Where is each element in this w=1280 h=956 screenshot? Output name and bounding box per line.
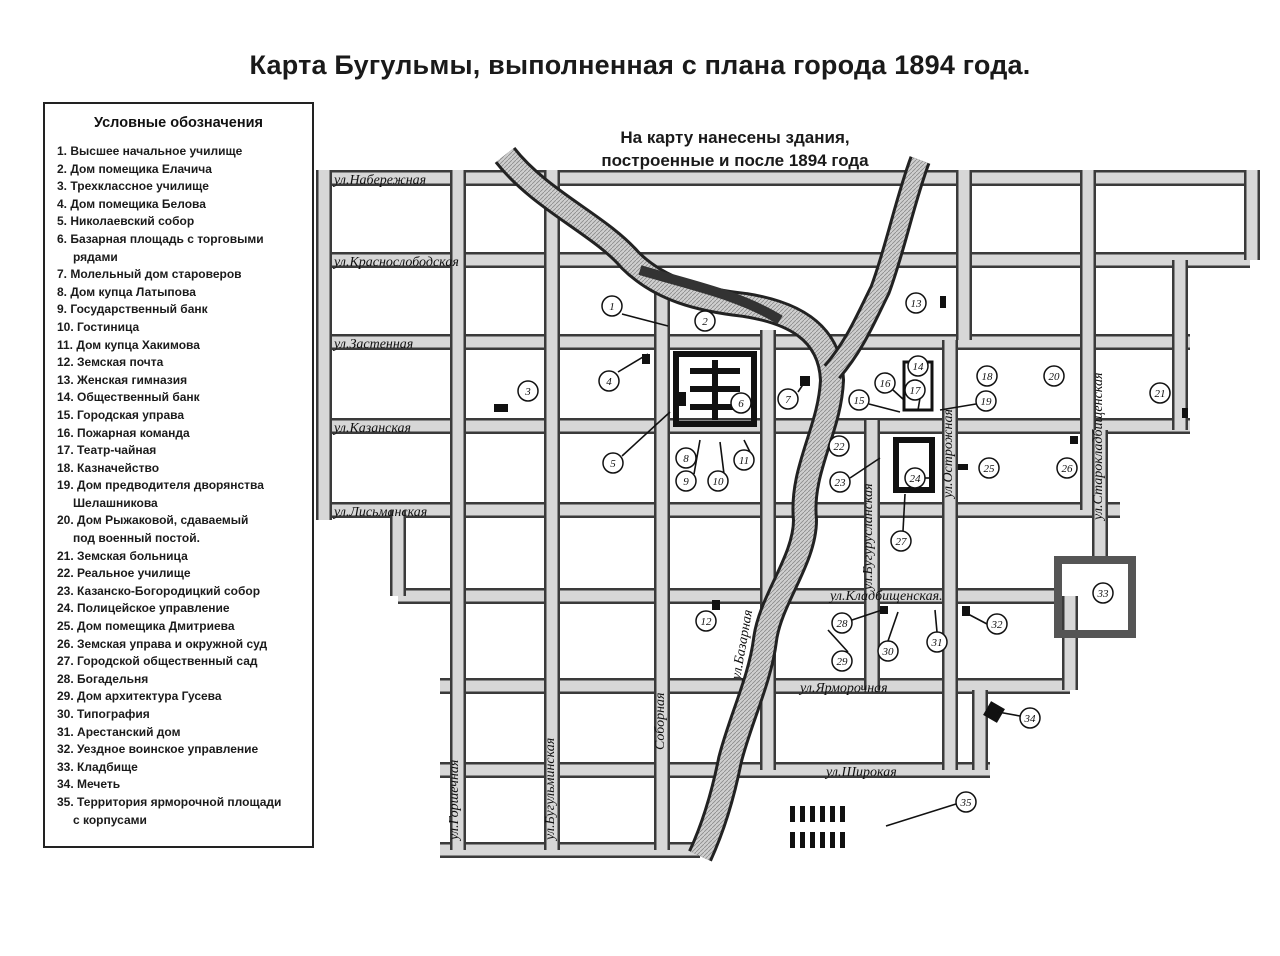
legend-item-text: Базарная площадь с торговыми [70, 231, 264, 246]
legend-item-text: Богадельня [77, 671, 149, 686]
map-marker-34[interactable] [1020, 708, 1040, 728]
street-label-gorshechnaya: ул.Горшечная [447, 759, 462, 840]
legend-item-text: Уездное воинское управление [77, 742, 259, 757]
legend-item-text: Казанско-Богородицкий собор [77, 583, 261, 598]
fair-corps [790, 832, 795, 848]
map-marker-23[interactable] [830, 472, 850, 492]
legend-item-number: 7. [57, 267, 68, 282]
marker-number: 18 [981, 371, 993, 383]
map-marker-21[interactable] [1150, 383, 1170, 403]
legend-item-text: Городской общественный сад [77, 654, 258, 669]
marker-number: 4 [606, 376, 612, 388]
fair-corps [820, 806, 825, 822]
legend-item-number: 25. [57, 619, 74, 634]
street-label-yarmorochnaya: ул.Ярморочная [800, 681, 888, 696]
leader-line-30 [888, 612, 898, 641]
marker-number: 2 [702, 316, 708, 328]
legend-item-text: Земская почта [77, 355, 164, 370]
fair-corps [790, 806, 795, 822]
legend-item-number: 21. [57, 548, 74, 563]
legend-item-number: 14. [57, 390, 74, 405]
marker-number: 16 [879, 378, 891, 390]
leader-line-35 [886, 804, 956, 826]
subtitle-line-1: На карту нанесены здания, [620, 128, 850, 147]
legend-item-number: 16. [57, 425, 74, 440]
legend-item-text: Реальное училище [77, 566, 191, 581]
map-marker-19[interactable] [976, 391, 996, 411]
map-marker-1[interactable] [602, 296, 622, 316]
legend-item-text: Кладбище [77, 759, 138, 774]
legend-item-number: 27. [57, 654, 74, 669]
map-marker-2[interactable] [695, 311, 715, 331]
legend-item-number: 12. [57, 355, 74, 370]
map-marker-33[interactable] [1093, 583, 1113, 603]
legend-item-number: 9. [57, 302, 68, 317]
leader-line-27 [903, 494, 905, 531]
legend-item-text: Типография [77, 707, 150, 721]
map-marker-5[interactable] [603, 453, 623, 473]
legend-item-continuation: Шелашникова [73, 495, 158, 510]
map-marker-24[interactable] [905, 468, 925, 488]
map-marker-30[interactable] [878, 641, 898, 661]
legend-item-text: Высшее начальное училище [70, 144, 243, 158]
legend-item-number: 20. [57, 513, 74, 528]
marker-number: 14 [912, 361, 924, 373]
map-marker-9[interactable] [676, 471, 696, 491]
map-marker-32[interactable] [987, 614, 1007, 634]
marker-number: 6 [738, 398, 744, 410]
marker-number: 34 [1024, 713, 1036, 725]
street-label-shirokaya: ул.Широкая [826, 765, 897, 780]
legend-item-number: 34. [57, 777, 74, 792]
legend-item-text: Дом купца Хакимова [76, 337, 200, 352]
legend-item-number: 19. [57, 478, 74, 493]
marker-number: 19 [980, 396, 992, 408]
legend-item-number: 17. [57, 443, 74, 458]
legend-item-continuation: рядами [73, 249, 118, 264]
street-label-krasnoslobodskaya: ул.Краснослободская [334, 255, 459, 270]
legend-item-text: Дом помещика Белова [70, 196, 206, 211]
legend-item-number: 4. [57, 196, 68, 211]
marker-number: 28 [836, 618, 848, 630]
fair-corps [810, 806, 815, 822]
legend-item-text: Дом Рыжаковой, сдаваемый [77, 513, 249, 528]
legend-item-number: 18. [57, 460, 74, 475]
fair-corps [800, 832, 805, 848]
map-marker-29[interactable] [832, 651, 852, 671]
map-marker-12[interactable] [696, 611, 716, 631]
map-title: Карта Бугульмы, выполненная с плана города 1894 года. [249, 50, 1031, 80]
marker-number: 26 [1061, 463, 1073, 475]
map-marker-10[interactable] [708, 471, 728, 491]
marker-number: 23 [834, 477, 846, 489]
legend-item-number: 15. [57, 407, 74, 422]
marker-number: 21 [1154, 388, 1166, 400]
legend-item-text: Мечеть [77, 777, 121, 792]
map-marker-13[interactable] [906, 293, 926, 313]
legend-item-number: 28. [57, 671, 74, 686]
marker-number: 33 [1097, 588, 1109, 600]
street-label-ostrozhnaya: ул.Острожная [941, 408, 956, 498]
map-marker-22[interactable] [829, 436, 849, 456]
legend-item-text: Земская управа и окружной суд [77, 636, 268, 651]
legend-item-text: Территория ярморочной площади [77, 794, 282, 809]
legend-item-number: 2. [57, 161, 68, 176]
legend-item-continuation: с корпусами [73, 812, 147, 827]
leader-line-32 [968, 614, 987, 624]
legend-item-number: 22. [57, 566, 74, 581]
fair-corps [840, 806, 845, 822]
building-small-5 [940, 296, 946, 308]
legend-item-number: 6. [57, 231, 68, 246]
map-marker-7[interactable] [778, 389, 798, 409]
legend-item-text: Государственный банк [70, 302, 208, 317]
legend-item-text: Дом предводителя дворянства [77, 478, 264, 493]
legend-item-text: Пожарная команда [77, 425, 190, 440]
legend-title: Условные обозначения [94, 115, 263, 131]
legend-item-text: Арестанский дом [77, 724, 181, 739]
marker-number: 3 [525, 386, 531, 398]
legend-item-text: Театр-чайная [77, 443, 157, 458]
fair-corps [810, 832, 815, 848]
map-marker-3[interactable] [518, 381, 538, 401]
map-marker-35[interactable] [956, 792, 976, 812]
marker-number: 17 [909, 385, 921, 397]
map-marker-26[interactable] [1057, 458, 1077, 478]
legend-item-text: Полицейское управление [77, 601, 230, 616]
map-marker-8[interactable] [676, 448, 696, 468]
marker-number: 11 [738, 455, 750, 467]
marker-number: 12 [700, 616, 712, 628]
marker-number: 1 [609, 301, 615, 313]
marker-number: 9 [683, 476, 689, 488]
street-label-bazarnaya: ул.Базарная [729, 608, 757, 681]
map-marker-4[interactable] [599, 371, 619, 391]
street-label-bugurusanskaya: ул.Бугурусланская [861, 483, 876, 590]
map-marker-31[interactable] [927, 632, 947, 652]
legend-item-number: 32. [57, 742, 74, 757]
legend-item-number: 31. [57, 724, 74, 739]
map-marker-17[interactable] [905, 380, 925, 400]
marker-number: 32 [991, 619, 1003, 631]
marker-number: 35 [960, 797, 972, 809]
street-label-sobornaya: Соборная [653, 692, 668, 750]
map-marker-18[interactable] [977, 366, 997, 386]
street-label-bugulminskaya: ул.Бугульминская [543, 737, 558, 840]
leader-line-10 [720, 442, 724, 474]
legend-item-text: Городская управа [77, 407, 185, 422]
legend-item-number: 8. [57, 284, 68, 299]
marker-number: 29 [836, 656, 848, 668]
building-bazaar-col [712, 360, 718, 420]
legend-item-number: 10. [57, 319, 74, 334]
fair-corps [840, 832, 845, 848]
building-small-7 [1070, 436, 1078, 444]
legend-item-text: Дом архитектура Гусева [77, 689, 222, 704]
legend-item-text: Трехклассное училище [70, 179, 209, 194]
fair-corps [830, 832, 835, 848]
legend-item-text: Молельный дом староверов [70, 267, 242, 282]
marker-number: 25 [983, 463, 995, 475]
legend-item-number: 35. [57, 794, 74, 809]
legend-item-text: Женская гимназия [77, 372, 188, 387]
map-marker-15[interactable] [849, 390, 869, 410]
legend-item-number: 30. [57, 707, 74, 721]
map-marker-16[interactable] [875, 373, 895, 393]
legend-item-number: 24. [57, 601, 74, 616]
legend-item-number: 13. [57, 372, 74, 387]
marker-number: 22 [833, 441, 845, 453]
marker-number: 13 [910, 298, 922, 310]
marker-number: 31 [931, 637, 943, 649]
legend-item-text: Общественный банк [77, 390, 200, 405]
street-label-naberezhnaya: ул.Набережная [334, 173, 427, 188]
legend-item-text: Земская больница [77, 548, 188, 563]
map-marker-20[interactable] [1044, 366, 1064, 386]
building-small-11 [712, 600, 720, 610]
street-label-zastennaya: ул.Застенная [334, 337, 414, 352]
map-marker-25[interactable] [979, 458, 999, 478]
marker-number: 7 [785, 394, 791, 406]
legend-item-number: 29. [57, 689, 74, 704]
legend-item-text: Николаевский собор [70, 214, 195, 229]
leader-line-31 [935, 610, 937, 632]
legend-item-number: 33. [57, 759, 74, 774]
legend-item-text: Дом купца Латыпова [70, 284, 196, 299]
street-label-kazanskaya: ул.Казанская [334, 421, 412, 436]
building-small-8 [958, 464, 968, 470]
legend-item-number: 23. [57, 583, 74, 598]
legend-item-text: Гостиница [77, 319, 140, 334]
map-marker-27[interactable] [891, 531, 911, 551]
marker-number: 30 [882, 646, 894, 658]
fair-corps [800, 806, 805, 822]
building-small-1 [494, 404, 508, 412]
map-marker-14[interactable] [908, 356, 928, 376]
marker-number: 27 [895, 536, 907, 548]
legend-item-number: 11. [57, 337, 74, 352]
marker-number: 5 [610, 458, 616, 470]
map-marker-6[interactable] [731, 393, 751, 413]
legend-item-text: Дом помещика Дмитриева [77, 619, 235, 634]
legend-item-number: 3. [57, 179, 68, 194]
street-label-starokladbishchenskaya: ул.Старокладбищенская [1091, 372, 1106, 520]
legend-item-number: 5. [57, 214, 68, 229]
map-marker-11[interactable] [734, 450, 754, 470]
fair-ground-corps [790, 806, 845, 848]
building-small-6 [1182, 408, 1188, 418]
marker-number: 20 [1048, 371, 1060, 383]
street-label-lisymanskaya: ул.Лисьманская [334, 505, 428, 520]
leader-line-16 [893, 390, 904, 400]
legend-item-number: 26. [57, 636, 74, 651]
street-label-kladbishchenskaya: ул.Кладбищенская. [830, 589, 943, 604]
marker-number: 24 [909, 473, 921, 485]
legend-item-text: Дом помещика Елачича [70, 161, 212, 176]
legend-item-continuation: под военный постой. [73, 531, 200, 546]
legend-item-number: 1. [57, 144, 68, 158]
marker-number: 8 [683, 453, 689, 465]
map-marker-28[interactable] [832, 613, 852, 633]
leader-line-15 [869, 404, 900, 412]
marker-number: 15 [853, 395, 865, 407]
building-small-3 [676, 392, 686, 406]
fair-corps [830, 806, 835, 822]
marker-number: 10 [712, 476, 724, 488]
street-network [324, 170, 1252, 850]
fair-corps [820, 832, 825, 848]
subtitle-line-2: построенные и после 1894 года [601, 151, 869, 170]
legend-item-text: Казначейство [77, 460, 160, 475]
